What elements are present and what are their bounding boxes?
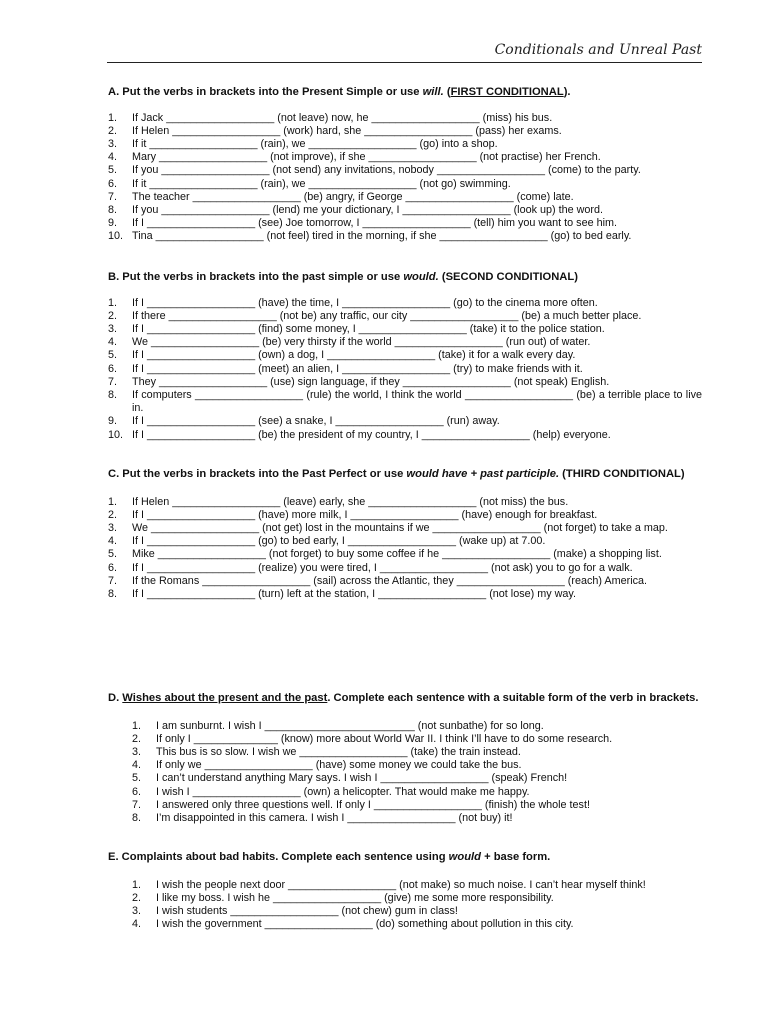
- list-item: 7. I answered only three questions well. If only I __________________ (finish) the whole test!: [132, 798, 590, 811]
- section-b-title-emphasis: would.: [403, 271, 439, 283]
- section-e-title-suffix: + base form.: [480, 851, 551, 863]
- section-a-title-paren: (: [443, 86, 451, 98]
- section-e-title: [108, 851, 702, 865]
- list-item: 5. I can’t understand anything Mary says. I wish I __________________ (speak) French!: [132, 772, 568, 785]
- list-item: 4. We __________________ (be) very thirsty if the world __________________ (run out) of water.: [108, 336, 591, 349]
- list-item: 3. If I __________________ (find) some money, I __________________ (take) it to the police station.: [108, 322, 605, 335]
- section-c-title: [108, 468, 702, 482]
- section-c-title-prefix: C. Put the verbs in brackets into the Past Perfect or use: [108, 468, 407, 480]
- section-c-list: [108, 496, 702, 602]
- list-item: 3. I wish students __________________ (not chew) gum in class!: [132, 904, 458, 917]
- list-item: 1. I am sunburnt. I wish I _________________________ (not sunbathe) for so long.: [132, 719, 544, 732]
- list-item: 6. If I __________________ (realize) you were tired, I __________________ (not ask) you to go for a walk.: [108, 561, 633, 574]
- list-item: 9. If I __________________ (see) a snake, I __________________ (run) away.: [108, 415, 500, 428]
- list-item: 6. If I __________________ (meet) an alien, I __________________ (try) to make friends with it.: [108, 362, 583, 375]
- section-e-title-emphasis: would: [448, 851, 481, 863]
- section-a: [108, 86, 702, 244]
- section-c: [108, 468, 702, 601]
- list-item: 2. If I __________________ (have) more milk, I __________________ (have) enough for breakfast.: [108, 508, 598, 521]
- list-item: 2. If only I ______________ (know) more about World War II. I think I’ll have to do some research.: [132, 732, 613, 745]
- section-c-title-emphasis: would have + past participle.: [406, 468, 560, 480]
- list-item: 4. Mary __________________ (not improve), if she __________________ (not practise) her French.: [108, 151, 601, 164]
- page-header-title: Conditionals and Unreal Past: [494, 42, 702, 58]
- list-item: 2. I like my boss. I wish he __________________ (give) me some more responsibility.: [132, 891, 554, 904]
- header-divider: [107, 62, 702, 63]
- section-d-title-suffix: . Complete each sentence with a suitable form of the verb in brackets.: [327, 692, 699, 704]
- list-item: 8. If you __________________ (lend) me your dictionary, I __________________ (look up) the word.: [108, 203, 604, 216]
- section-a-title-underlined: FIRST CONDITIONAL: [450, 86, 564, 98]
- section-e: [108, 851, 702, 931]
- section-b: [108, 271, 702, 442]
- list-item: 5. If I __________________ (own) a dog, I __________________ (take) it for a walk every day.: [108, 349, 576, 362]
- section-c-title-suffix: (THIRD CONDITIONAL): [559, 468, 685, 480]
- section-d-list: [108, 720, 702, 826]
- list-item: 1. If Helen __________________ (leave) early, she __________________ (not miss) the bus.: [108, 495, 569, 508]
- section-e-title-prefix: E. Complaints about bad habits. Complete each sentence using: [108, 851, 449, 863]
- list-item: 5. If you __________________ (not send) any invitations, nobody __________________ (come) to the party.: [108, 164, 641, 177]
- list-item: 7. The teacher __________________ (be) angry, if George __________________ (come) late.: [108, 190, 574, 203]
- list-item: 6. I wish I __________________ (own) a helicopter. That would make me happy.: [132, 785, 530, 798]
- list-item: 7. If the Romans __________________ (sail) across the Atlantic, they __________________ (reach) America.: [108, 574, 647, 587]
- section-a-title-emphasis: will.: [422, 86, 444, 98]
- section-d-title-prefix: D.: [108, 692, 123, 704]
- list-item: 3. We __________________ (not get) lost in the mountains if we __________________ (not forget) to take a map.: [108, 521, 668, 534]
- list-item: 9. If I __________________ (see) Joe tomorrow, I __________________ (tell) him you want to see him.: [108, 217, 617, 230]
- list-item: 5. Mike __________________ (not forget) to buy some coffee if he __________________ (make) a shopping list.: [108, 548, 662, 561]
- list-item: 8. I’m disappointed in this camera. I wish I __________________ (not buy) it!: [132, 811, 513, 824]
- list-item: 2. If Helen __________________ (work) hard, she __________________ (pass) her exams.: [108, 124, 562, 137]
- list-item: 4. If only we __________________ (have) some money we could take the bus.: [132, 759, 522, 772]
- list-item: 2. If there __________________ (not be) any traffic, our city __________________ (be) a much better place.: [108, 309, 642, 322]
- list-item: 8. If computers __________________ (rule) the world, I think the world __________________ (be) a terrible place to live in.: [108, 388, 702, 415]
- section-a-title-prefix: A. Put the verbs in brackets into the Present Simple or use: [108, 86, 423, 98]
- list-item: 4. I wish the government __________________ (do) something about pollution in this city.: [132, 918, 574, 931]
- list-item: 4. If I __________________ (go) to bed early, I __________________ (wake up) at 7.00.: [108, 535, 546, 548]
- list-item: 6. If it __________________ (rain), we __________________ (not go) swimming.: [108, 177, 511, 190]
- section-e-list: [108, 879, 702, 932]
- list-item: 3. This bus is so slow. I wish we __________________ (take) the train instead.: [132, 745, 521, 758]
- section-b-list: [108, 297, 702, 442]
- list-item: 1. I wish the people next door __________________ (not make) so much noise. I can’t hear myself think!: [132, 878, 646, 891]
- section-b-title-prefix: B. Put the verbs in brackets into the past simple or use: [108, 271, 404, 283]
- list-item: 7. They __________________ (use) sign language, if they __________________ (not speak) English.: [108, 375, 610, 388]
- list-item: 1. If Jack __________________ (not leave) now, he __________________ (miss) his bus.: [108, 111, 553, 124]
- list-item: 10. Tina __________________ (not feel) tired in the morning, if she __________________ (go) to bed early.: [108, 230, 632, 243]
- section-a-title-suffix: ).: [563, 86, 571, 98]
- section-a-list: [108, 112, 702, 244]
- list-item: 1. If I __________________ (have) the time, I __________________ (go) to the cinema more often.: [108, 296, 598, 309]
- section-d: [108, 692, 702, 825]
- list-item: 8. If I __________________ (turn) left at the station, I __________________ (not lose) my way.: [108, 587, 576, 600]
- section-d-title-underlined: Wishes about the present and the past: [122, 692, 328, 704]
- section-a-title: [108, 86, 702, 100]
- list-item: 3. If it __________________ (rain), we __________________ (go) into a shop.: [108, 137, 498, 150]
- section-b-title: [108, 271, 702, 285]
- section-b-title-suffix: (SECOND CONDITIONAL): [438, 271, 578, 283]
- section-d-title: [108, 692, 702, 706]
- list-item: 10. If I __________________ (be) the president of my country, I __________________ (help) everyone.: [108, 428, 611, 441]
